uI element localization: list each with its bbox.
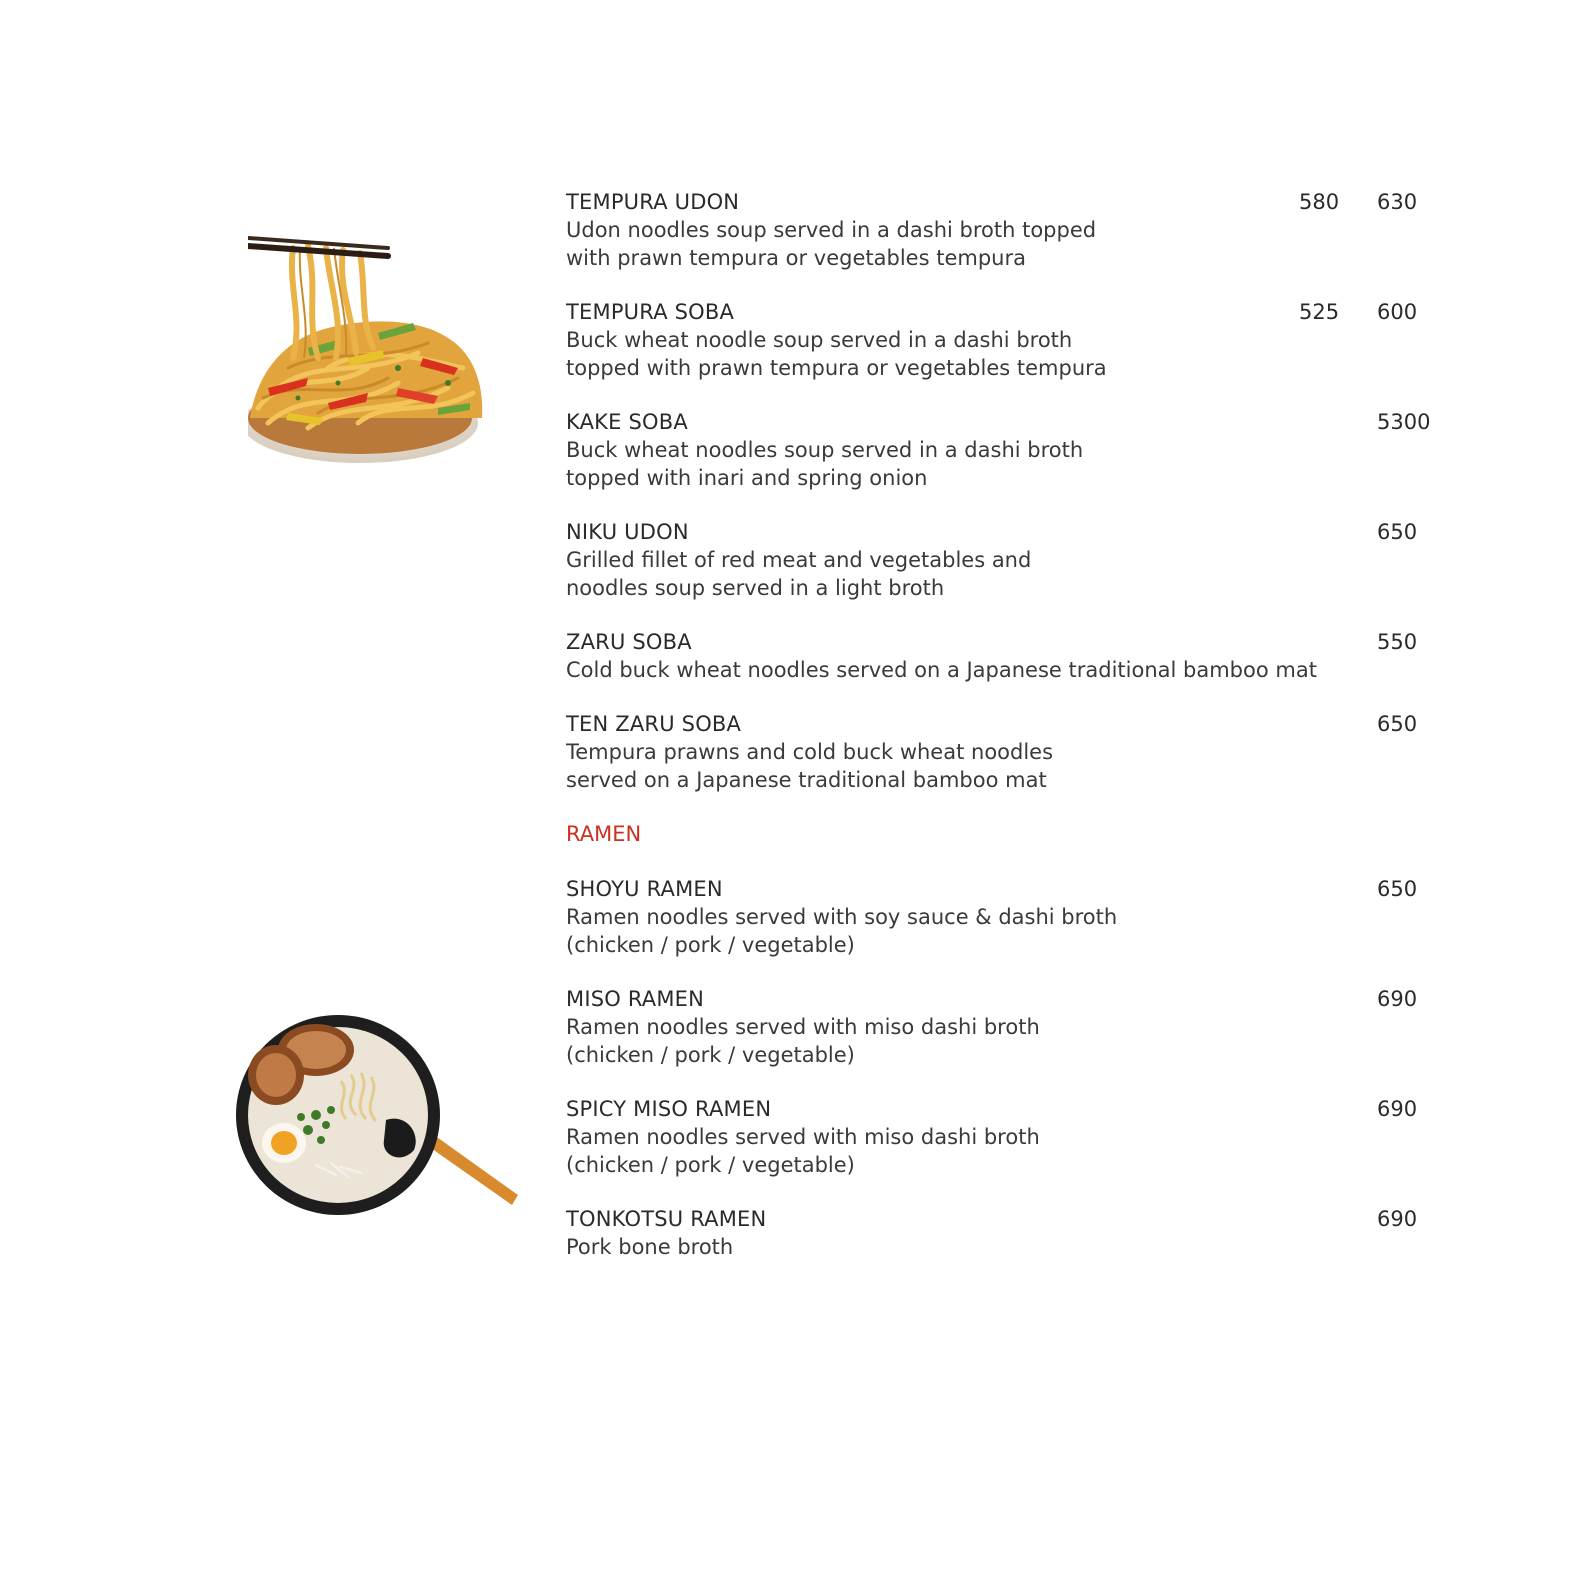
menu-item-tempura-udon <box>566 188 1446 272</box>
menu-item-tempura-soba <box>566 298 1446 382</box>
menu-item-niku-udon <box>566 518 1446 602</box>
item-description: Tempura prawns and cold buck wheat noodles served on a Japanese traditional bamboo mat <box>566 740 1054 792</box>
item-name: MISO RAMEN <box>566 987 705 1011</box>
item-price: 650 <box>1377 520 1418 544</box>
item-description: Udon noodles soup served in a dashi broth topped with prawn tempura or vegetables tempura <box>566 218 1097 270</box>
menu-list <box>566 188 1446 1261</box>
item-price: 650 <box>1377 877 1418 901</box>
item-price: 690 <box>1377 1207 1418 1231</box>
item-description: Buck wheat noodles soup served in a dashi broth topped with inari and spring onion <box>566 438 1084 490</box>
item-name: TEMPURA UDON <box>566 190 740 214</box>
menu-item-spicy-miso-ramen <box>566 1095 1446 1179</box>
section-ramen <box>566 820 1446 848</box>
item-price: 690 <box>1377 1097 1418 1121</box>
menu-item-zaru-soba <box>566 628 1446 684</box>
item-description: Buck wheat noodle soup served in a dashi broth topped with prawn tempura or vegetables tempura <box>566 328 1107 380</box>
item-name: TONKOTSU RAMEN <box>566 1207 767 1231</box>
item-price: 650 <box>1377 712 1418 736</box>
ramen-bowl-image <box>236 1015 522 1220</box>
item-name: ZARU SOBA <box>566 630 692 654</box>
stir-fried-noodles-image <box>248 218 484 468</box>
item-description: Pork bone broth <box>566 1235 734 1259</box>
menu-item-kake-soba <box>566 408 1446 492</box>
item-name: TEN ZARU SOBA <box>566 712 742 736</box>
item-name: SHOYU RAMEN <box>566 877 723 901</box>
menu-item-shoyu-ramen <box>566 875 1446 959</box>
item-name: NIKU UDON <box>566 520 689 544</box>
menu-item-ten-zaru-soba <box>566 710 1446 794</box>
item-price: 5300 <box>1377 410 1431 434</box>
item-name: TEMPURA SOBA <box>566 300 735 324</box>
item-price: 690 <box>1377 987 1418 1011</box>
item-description: Ramen noodles served with miso dashi broth (chicken / pork / vegetable) <box>566 1015 1040 1067</box>
item-price: 630 <box>1377 190 1418 214</box>
item-description: Ramen noodles served with soy sauce & dashi broth (chicken / pork / vegetable) <box>566 905 1118 957</box>
item-description: Grilled fillet of red meat and vegetables and noodles soup served in a light broth <box>566 548 1032 600</box>
item-price-small: 525 <box>1299 300 1340 324</box>
item-description: Cold buck wheat noodles served on a Japanese traditional bamboo mat <box>566 658 1317 682</box>
item-description: Ramen noodles served with miso dashi broth (chicken / pork / vegetable) <box>566 1125 1040 1177</box>
item-name: KAKE SOBA <box>566 410 688 434</box>
item-name: SPICY MISO RAMEN <box>566 1097 772 1121</box>
menu-item-tonkotsu-ramen <box>566 1205 1446 1261</box>
item-price: 600 <box>1377 300 1418 324</box>
item-price-small: 580 <box>1299 190 1340 214</box>
item-price: 550 <box>1377 630 1418 654</box>
section-title: RAMEN <box>566 822 642 846</box>
menu-item-miso-ramen <box>566 985 1446 1069</box>
